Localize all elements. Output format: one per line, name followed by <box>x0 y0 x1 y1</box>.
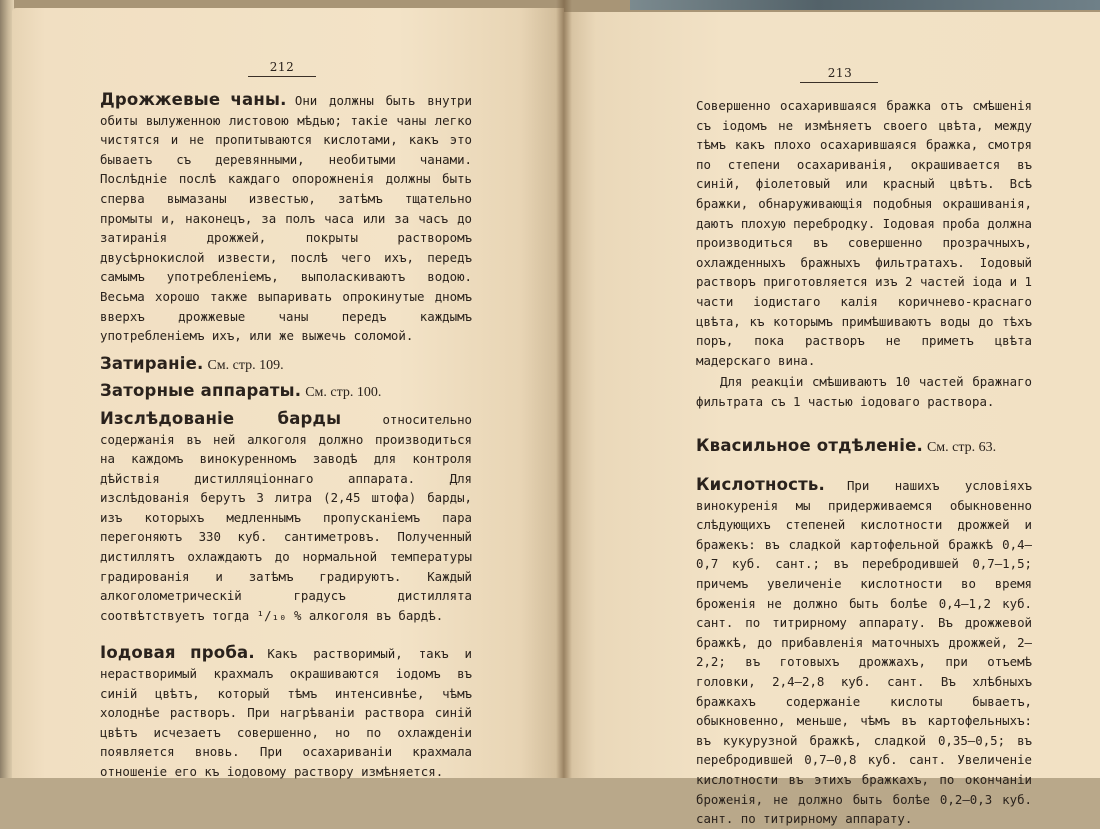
dictionary-entry <box>696 436 1032 458</box>
entry-term: Заторные аппараты. <box>100 381 302 401</box>
entry-term: Квасильное отдѣленіе. <box>696 435 923 455</box>
continued-paragraph: Совершенно осахарившаяся бражка отъ смѣшенія съ іодомъ не измѣняетъ своего цвѣта, между тѣмъ какъ плохо осахарившаяся бражка, смотря по степени осахариванія, окрашивается въ синій, фіолетовый или красный цвѣтъ. Всѣ бражки, обнаруживающія подобныя окрашиванія, даютъ плохую перебродку. Іодовая проба должна производиться въ совершенно прозрачныхъ, охлажденныхъ бражныхъ фильтратахъ. Іодовый растворъ приготовляется изъ 2 частей іода и 1 части іодистаго калія коричнево-краснаго цвѣта, къ которымъ примѣшиваютъ воды до тѣхъ поръ, пока растворъ не приметъ цвѣта мадерскаго вина. <box>696 98 1032 368</box>
entry-text: Какъ растворимый, такъ и нерастворимый крахмалъ окрашиваются іодомъ въ синій цвѣтъ, который тѣмъ интенсивнѣе, чѣмъ холоднѣе растворъ. При нагрѣваніи раствора синій цвѣтъ исчезаетъ совершенно, но по охлажденіи появляется вновь. При осахариваніи крахмала отношеніе его къ іодовому раствору измѣняется. <box>100 646 472 779</box>
dictionary-entry <box>696 475 1032 829</box>
entry-text: относительно содержанія въ ней алкоголя должно производиться на каждомъ винокуренномъ заводѣ для контроля дѣйствія дистилляціоннаго аппарата. Для изслѣдованія берутъ 3 литра (2,45 штофа) барды, изъ которыхъ медленнымъ пропусканіемъ пара перегоняютъ 330 куб. сантиметровъ. Полученный дистиллятъ охлаждаютъ до нормальной температуры градированія и затѣмъ градируютъ. Каждый алкоголометрическій градусъ дистиллята соотвѣтствуетъ тогда ¹/₁₀ % алкоголя въ бардѣ. <box>100 411 472 623</box>
left-page <box>12 8 564 778</box>
dictionary-entry <box>100 381 472 403</box>
left-page-text <box>100 90 472 782</box>
entry-text: При нашихъ условіяхъ винокуренія мы придерживаемся обыкновенно слѣдующихъ степеней кислотности дрожжей и бражекъ: въ сладкой картофельной бражкѣ 0,4—0,7 куб. сант.; въ перебродившей 0,7—1,5; причемъ увеличеніе кислотности во время броженія не должно быть болѣе 0,4—1,2 куб. сант. по титрирному аппарату. Въ дрожжевой бражкѣ, до прибавленія маточныхъ дрожжей, 2—2,2; въ готовыхъ дрожжахъ, при отъемѣ головки, 2,4—2,8 куб. сант. Въ хлѣбныхъ бражкахъ содержаніе кислоты бываетъ, обыкновенно, меньше, чѣмъ въ картофельныхъ: въ кукурузной бражкѣ, сладкой 0,35—0,5; въ перебродившей 0,7—0,8 куб. сант. Увеличеніе кислотности въ этихъ бражкахъ, по окончаніи броженія, не должно быть болѣе 0,2—0,3 куб. сант. по титрирному аппарату. <box>696 478 1032 827</box>
left-page-number: 212 <box>269 60 295 74</box>
entry-term: Іодовая проба. <box>100 643 255 663</box>
dictionary-entry <box>100 90 472 346</box>
entry-text: См. стр. 109. <box>207 357 284 373</box>
entry-term: Изслѣдованіе барды <box>100 408 342 428</box>
right-page <box>564 12 1100 827</box>
dictionary-entry <box>100 643 472 781</box>
right-page-text <box>696 96 1032 829</box>
book-cover-top <box>630 0 1100 10</box>
entry-text: Они должны быть внутри обиты вылуженною листовою мѣдью; такіе чаны легко чистятся и не пропитываются кислотами, какъ это бываетъ съ деревянными, необитыми чанами. Послѣдніе послѣ каждаго опорожненія должны быть сперва вымазаны известью, затѣмъ тщательно промыты и, наконецъ, за полъ часа или за часъ до затиранія дрожжей, покрыты растворомъ двусѣрнокислой извести, послѣ чего ихъ, передъ самымъ употребленіемъ, выполаскиваютъ водою. Весьма хорошо также выпаривать опрокинутые дномъ вверхъ дрожжевые чаны передъ каждымъ употребленіемъ ихъ, или же выжечь соломой. <box>100 93 472 344</box>
right-page-number: 213 <box>827 66 853 80</box>
dictionary-entry <box>100 409 472 626</box>
entry-text: См. стр. 63. <box>926 439 997 455</box>
entry-term: Затираніе. <box>100 353 204 373</box>
continued-paragraph: Для реакціи смѣшиваютъ 10 частей бражнаго фильтрата съ 1 частью іодоваго раствора. <box>696 374 1032 409</box>
dictionary-entry <box>100 354 472 376</box>
entry-term: Дрожжевые чаны. <box>100 90 287 109</box>
entry-term: Кислотность. <box>696 475 825 495</box>
left-page-number-rule <box>248 76 316 77</box>
right-page-number-rule <box>800 82 878 83</box>
entry-text: См. стр. 100. <box>305 385 382 401</box>
